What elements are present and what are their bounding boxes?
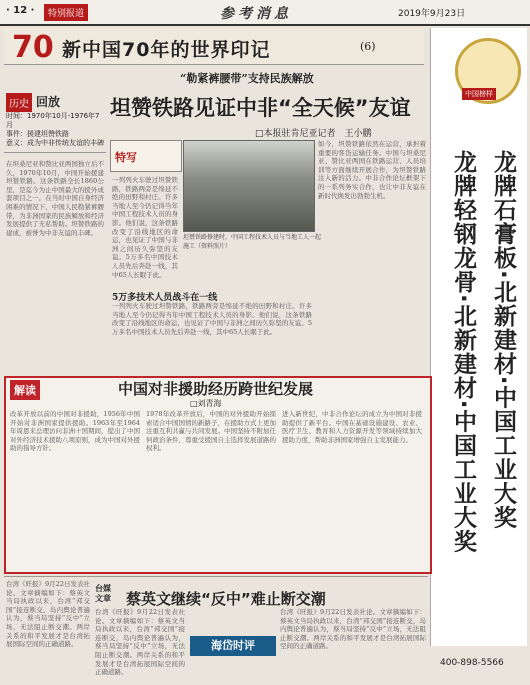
story-body-mid: 一列列火车驶过坦赞铁路，铁路两旁是绵延不绝的田野和村庄。许多当地人至今仍记得当年中国工程技术人员的身影。他们说，这条铁路改变了沿线地区的命运，也见证了中国与非洲之间历久弥坚的友谊。5万多名中国技术人员先后奔赴一线，其中65人长眠于此。 bbox=[112, 176, 178, 279]
page-number: · 12 · bbox=[6, 5, 35, 16]
analysis-byline: □刘青海 bbox=[190, 399, 222, 408]
medal-label: 中国榜样 bbox=[462, 88, 496, 100]
photo-caption: 坦赞铁路修建时，中国工程技术人员与当地工人一起施工（资料照片） bbox=[183, 234, 322, 250]
ad-column-2: 龙牌轻钢龙骨·北新建材·中国工业大奖 bbox=[450, 150, 476, 554]
masthead: 参考消息 bbox=[220, 6, 292, 22]
story-byline: □本报驻肯尼亚记者 王小鹏 bbox=[255, 129, 372, 139]
story-headline: 坦赞铁路见证中非“全天候”友谊 bbox=[110, 96, 411, 120]
ad-column-1: 龙牌石膏板·北新建材·中国工业大奖 bbox=[490, 150, 516, 530]
ad-phone: 400-898-5566 bbox=[440, 658, 504, 668]
banner-issue: (6) bbox=[360, 40, 376, 53]
analysis-body-left: 改革开放以前的中国对非援助，1956年中国开始对非洲国家提供援助。1963年至1964年周恩来总理访问非洲十国期间，提出了中国对外经济技术援助八项原则，成为中国对外援助的指导方针。 bbox=[10, 410, 140, 453]
story-body-left: 在坦桑尼亚和赞比亚两国独立后不久，1970年10月，中国开始援建坦赞铁路。这条铁路全长1860公里，是迄今为止中国最大的援外成套项目之一。在当时中国自身经济困难的情况下，中国人民勒紧裤腰带，为非洲国家的民族解放和经济发展提供了无私帮助。坦赞铁路的建成，被誉为中非友谊的丰碑。 bbox=[6, 160, 104, 237]
analysis-body-mid: 1978年改革开放后，中国的对外援助开始探索适合中国国情的新路子，在援助方式上更加注重互利共赢与共同发展。中国坚持不附加任何政治条件，尊重受援国自主选择发展道路的权利。 bbox=[146, 410, 276, 453]
banner-number: 70 bbox=[12, 30, 54, 65]
lower-body-left: 台湾《旺报》9月22日发表社论。文章摘编如下：蔡英文当局执政以来，台湾“邦交国”接连断交，岛内舆论普遍认为，蔡当局坚持“反中”立场，无法阻止断交潮。两岸关系的和平发展才是台湾拓展国际空间的正确道路。 bbox=[6, 580, 90, 649]
story-body-mid2: 一列列火车驶过坦赞铁路，铁路两旁是绵延不绝的田野和村庄。许多当地人至今仍记得当年中国工程技术人员的身影。他们说，这条铁路改变了沿线地区的命运，也见证了中国与非洲之间历久弥坚的友谊。5万多名中国技术人员先后奔赴一线，其中65人长眠于此。 bbox=[112, 302, 312, 336]
feature-box bbox=[110, 140, 182, 172]
story-body-right: 如今，坦赞铁路依然在运营，承担着重要的客货运输任务。中国与坦桑尼亚、赞比亚两国在铁路运营、人员培训等方面继续开展合作，为坦赞铁路注入新的活力。中非合作论坛框架下的一系列务实合作，也让中非友谊在新时代焕发出勃勃生机。 bbox=[318, 140, 426, 200]
history-tag: 历史 bbox=[6, 93, 32, 112]
story-kicker: “勒紧裤腰带”支持民族解放 bbox=[180, 72, 314, 85]
history-meta: 时间：1970年10月-1976年7月 事件：援建坦赞铁路 意义：成为中非传统友谊的丰碑 bbox=[6, 112, 104, 147]
promo-banner: 海岱时评 bbox=[190, 636, 276, 656]
lower-body-mid: 台湾《旺报》9月22日发表社论。文章摘编如下：蔡英文当局执政以来，台湾“邦交国”接连断交，岛内舆论普遍认为，蔡当局坚持“反中”立场，无法阻止断交潮。两岸关系的和平发展才是台湾拓展国际空间的正确道路。 bbox=[95, 608, 185, 677]
analysis-body-right: 进入新世纪，中非合作论坛的成立为中国对非援助提供了新平台。中国在基础设施建设、农业、医疗卫生、教育和人力资源开发等领域持续加大援助力度，帮助非洲国家增强自主发展能力。 bbox=[282, 410, 422, 444]
feature-label: 特写 bbox=[115, 151, 137, 164]
analysis-headline: 中国对非援助经历跨世纪发展 bbox=[118, 380, 314, 398]
banner-title: 新中国70年的世界印记 bbox=[62, 39, 271, 61]
lower-body-right: 台湾《旺报》9月22日发表社论。文章摘编如下：蔡英文当局执政以来，台湾“邦交国”接连断交，岛内舆论普遍认为，蔡当局坚持“反中”立场，无法阻止断交潮。两岸关系的和平发展才是台湾拓展国际空间的正确道路。 bbox=[280, 608, 426, 651]
issue-date: 2019年9月23日 bbox=[398, 9, 466, 19]
story-photo bbox=[183, 140, 315, 232]
story-subhead: 5万多技术人员战斗在一线 bbox=[112, 293, 218, 303]
lower-tag: 台媒 文章 bbox=[95, 583, 111, 603]
section-label: 特别报道 bbox=[44, 4, 88, 21]
lower-headline: 蔡英文继续“反中”难止断交潮 bbox=[126, 590, 326, 608]
analysis-tag: 解读 bbox=[10, 380, 40, 400]
history-label: 回放 bbox=[36, 95, 61, 109]
